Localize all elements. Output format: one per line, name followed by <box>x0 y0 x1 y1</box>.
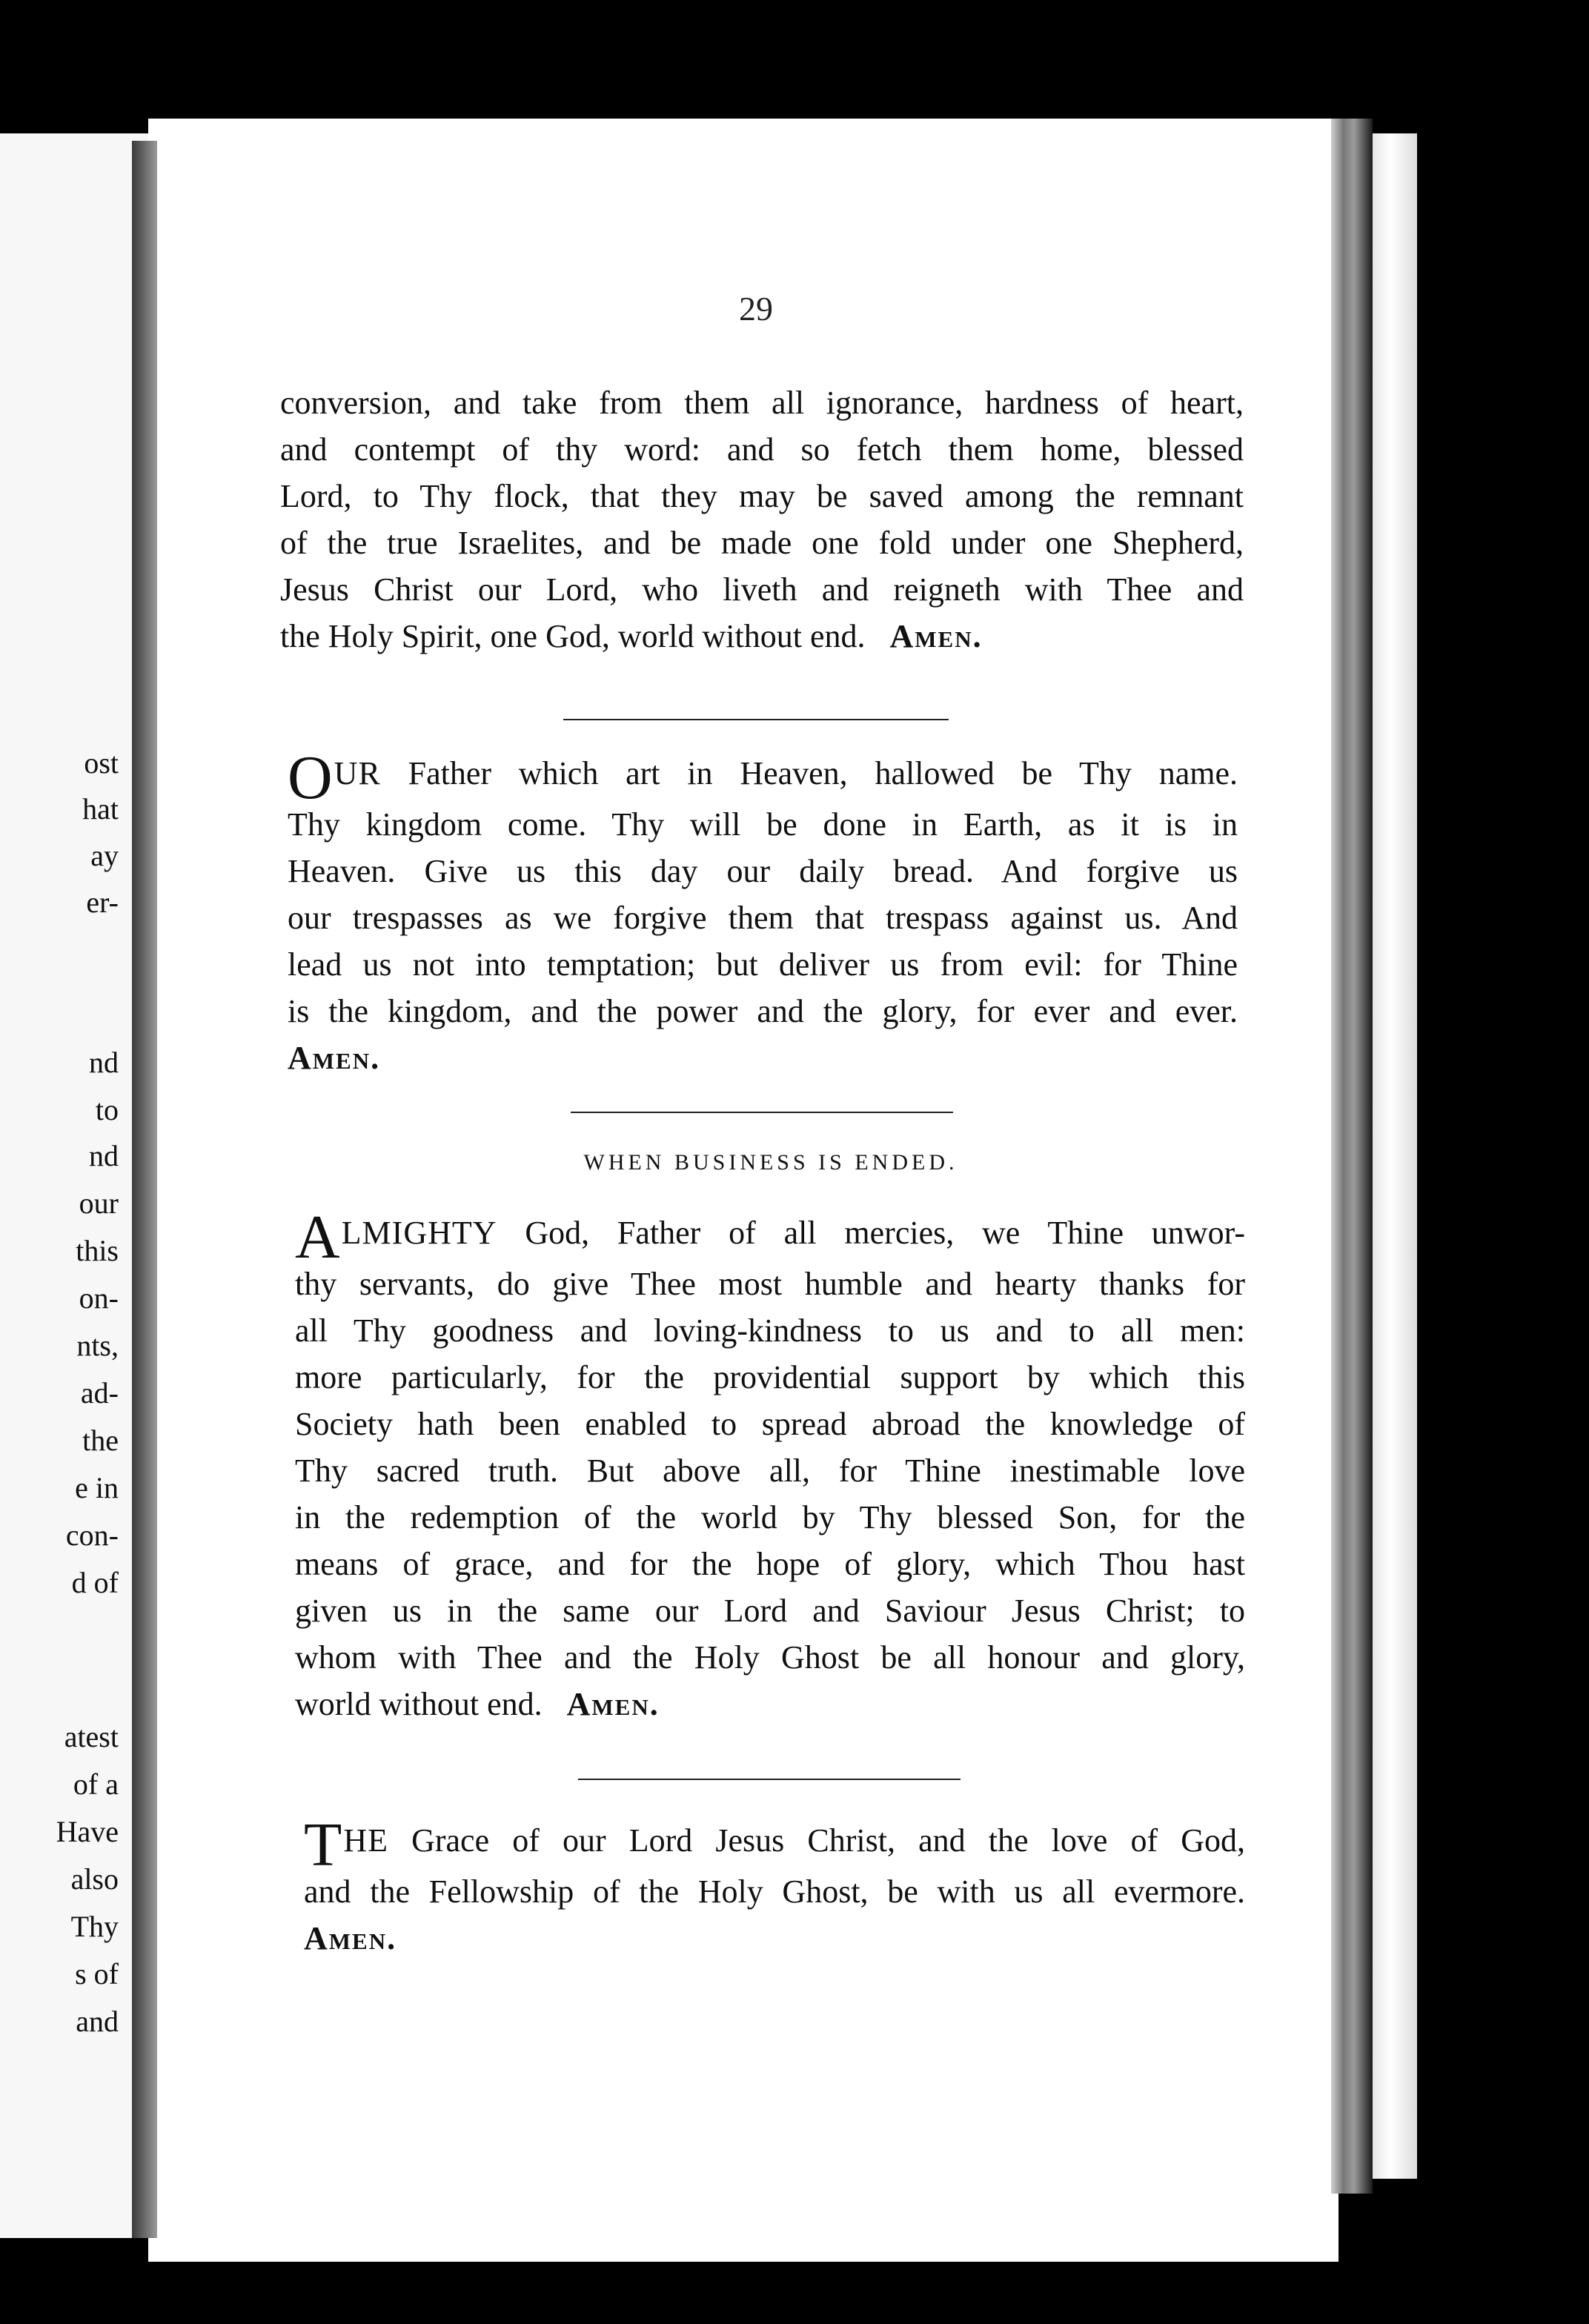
text-line: of the true Israelites, and be made one fold under one Shepherd, <box>280 525 1244 561</box>
text-line: thy servants, do give Thee most humble and hearty thanks for <box>295 1266 1245 1302</box>
text-line: the Holy Spirit, one God, world without end. <box>280 618 866 654</box>
text-line <box>304 1810 1246 1879</box>
text-line: Society hath been enabled to spread abroad the knowledge of <box>295 1406 1245 1442</box>
text-line: our trespasses as we forgive them that trespass against us. And <box>288 900 1238 936</box>
divider-rule <box>578 1779 961 1780</box>
text-line-last <box>295 1681 1245 1727</box>
left-fragment: d of <box>71 1566 119 1599</box>
left-page-fragments <box>0 133 119 2238</box>
text-line: in the redemption of the world by Thy blessed Son, for the <box>295 1499 1245 1536</box>
left-fragment: to <box>95 1093 119 1126</box>
drop-cap: T <box>304 1810 342 1879</box>
left-fragment: er- <box>86 886 119 919</box>
left-fragment: ad- <box>80 1376 119 1410</box>
left-fragment: Thy <box>70 1910 119 1943</box>
divider-rule <box>563 719 949 720</box>
drop-cap-rest: UR <box>334 755 381 791</box>
grace-prayer <box>304 1810 1246 1962</box>
lords-prayer <box>288 743 1238 1081</box>
prayer-continuation <box>280 379 1244 660</box>
text-line: conversion, and take from them all ignorance, hardness of heart, <box>280 385 1244 421</box>
left-fragment: e in <box>75 1471 119 1504</box>
drop-cap-rest: LMIGHTY <box>341 1215 497 1251</box>
page-number: 29 <box>739 290 773 328</box>
amen: Amen. <box>889 618 983 654</box>
text-line: more particularly, for the providential support by which this <box>295 1359 1245 1395</box>
text-line: Grace of our Lord Jesus Christ, and the love of God, <box>411 1822 1246 1859</box>
left-fragment: our <box>79 1186 119 1220</box>
text-line: is the kingdom, and the power and the glory, for ever and ever. <box>288 993 1238 1029</box>
page-edges-outer <box>1373 133 1417 2179</box>
text-line: Father which art in Heaven, hallowed be Thy name. <box>408 755 1238 791</box>
left-fragment: nd <box>89 1046 119 1079</box>
text-line: Thy sacred truth. But above all, for Thine inestimable love <box>295 1452 1245 1489</box>
amen: Amen. <box>566 1686 660 1722</box>
text-line: given us in the same our Lord and Saviour Jesus Christ; to <box>295 1593 1245 1629</box>
left-fragment: con- <box>65 1518 119 1552</box>
left-fragment: the <box>82 1424 119 1457</box>
amen: Amen. <box>288 1040 381 1076</box>
drop-cap: A <box>295 1203 340 1272</box>
section-heading: WHEN BUSINESS IS ENDED. <box>583 1150 958 1175</box>
text-line: Jesus Christ our Lord, who liveth and reigneth with Thee and <box>280 571 1244 608</box>
left-fragment: on- <box>79 1281 119 1315</box>
left-fragment: this <box>76 1234 119 1267</box>
drop-cap: O <box>288 743 333 812</box>
left-fragment: ost <box>84 746 119 780</box>
text-line: all Thy goodness and loving-kindness to us and to all men: <box>295 1312 1245 1349</box>
text-line: whom with Thee and the Holy Ghost be all honour and glory, <box>295 1639 1245 1676</box>
text-line: means of grace, and for the hope of glory, which Thou hast <box>295 1546 1245 1582</box>
text-line: and contempt of thy word: and so fetch them home, blessed <box>280 431 1244 468</box>
text-line <box>288 743 1238 812</box>
left-fragment: of a <box>73 1767 119 1801</box>
text-line: Lord, to Thy flock, that they may be saved among the remnant <box>280 478 1244 514</box>
left-fragment: hat <box>82 792 119 826</box>
left-fragment: and <box>76 2005 119 2038</box>
left-fragment: nts, <box>76 1329 119 1362</box>
text-line-last <box>280 613 1244 660</box>
divider-rule <box>571 1112 953 1113</box>
almighty-prayer <box>295 1203 1245 1727</box>
text-line: Thy kingdom come. Thy will be done in Earth, as it is in <box>288 806 1238 843</box>
text-line: world without end. <box>295 1686 543 1722</box>
page-edges <box>1331 119 1373 2194</box>
book-spine <box>132 141 157 2238</box>
text-line: God, Father of all mercies, we Thine unwor- <box>525 1215 1245 1251</box>
left-fragment: Have <box>56 1815 119 1848</box>
left-fragment: nd <box>89 1139 119 1172</box>
left-fragment: also <box>70 1862 119 1896</box>
text-line: lead us not into temptation; but deliver us from evil: for Thine <box>288 946 1238 983</box>
text-line-last <box>288 1035 1238 1081</box>
text-line <box>295 1203 1245 1272</box>
text-line: and the Fellowship of the Holy Ghost, be with us all evermore. <box>304 1873 1245 1910</box>
left-fragment: atest <box>64 1720 119 1753</box>
left-fragment: ay <box>90 839 119 872</box>
text-line: Heaven. Give us this day our daily bread. And forgive us <box>288 853 1238 889</box>
drop-cap-rest: HE <box>343 1822 388 1859</box>
amen: Amen. <box>304 1920 397 1956</box>
text-line-last <box>304 1915 1245 1962</box>
left-fragment: s of <box>75 1957 119 1991</box>
